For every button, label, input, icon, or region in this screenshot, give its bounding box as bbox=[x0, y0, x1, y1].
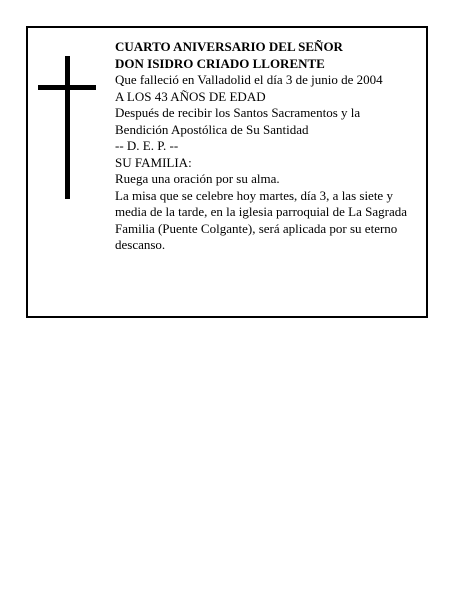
notice-title-line-1: CUARTO ANIVERSARIO DEL SEÑOR bbox=[115, 39, 343, 54]
cross-icon bbox=[38, 56, 96, 199]
sacraments-line-2: Bendición Apostólica de Su Santidad bbox=[115, 121, 309, 137]
family-line: SU FAMILIA: bbox=[115, 154, 192, 170]
sacraments-line-1: Después de recibir los Santos Sacramentos y la bbox=[115, 105, 361, 120]
cross-horizontal-bar bbox=[38, 85, 96, 90]
mass-info: La misa que se celebre hoy martes, día 3, a las siete y media de la tarde, en la iglesia parroquial de La Sagrada Familia (Puente Colgante), será aplicada por su eterno descanso. bbox=[115, 187, 408, 252]
cross-vertical-bar bbox=[65, 56, 70, 199]
rip-line: -- D. E. P. -- bbox=[115, 138, 179, 153]
notice-title-line-2: DON ISIDRO CRIADO LLORENTE bbox=[115, 55, 325, 71]
notice-text bbox=[115, 39, 411, 254]
obituary-notice bbox=[26, 26, 428, 318]
age-line: A LOS 43 AÑOS DE EDAD bbox=[115, 88, 266, 104]
death-info: Que falleció en Valladolid el día 3 de junio de 2004 bbox=[115, 72, 383, 87]
prayer-request: Ruega una oración por su alma. bbox=[115, 171, 280, 186]
